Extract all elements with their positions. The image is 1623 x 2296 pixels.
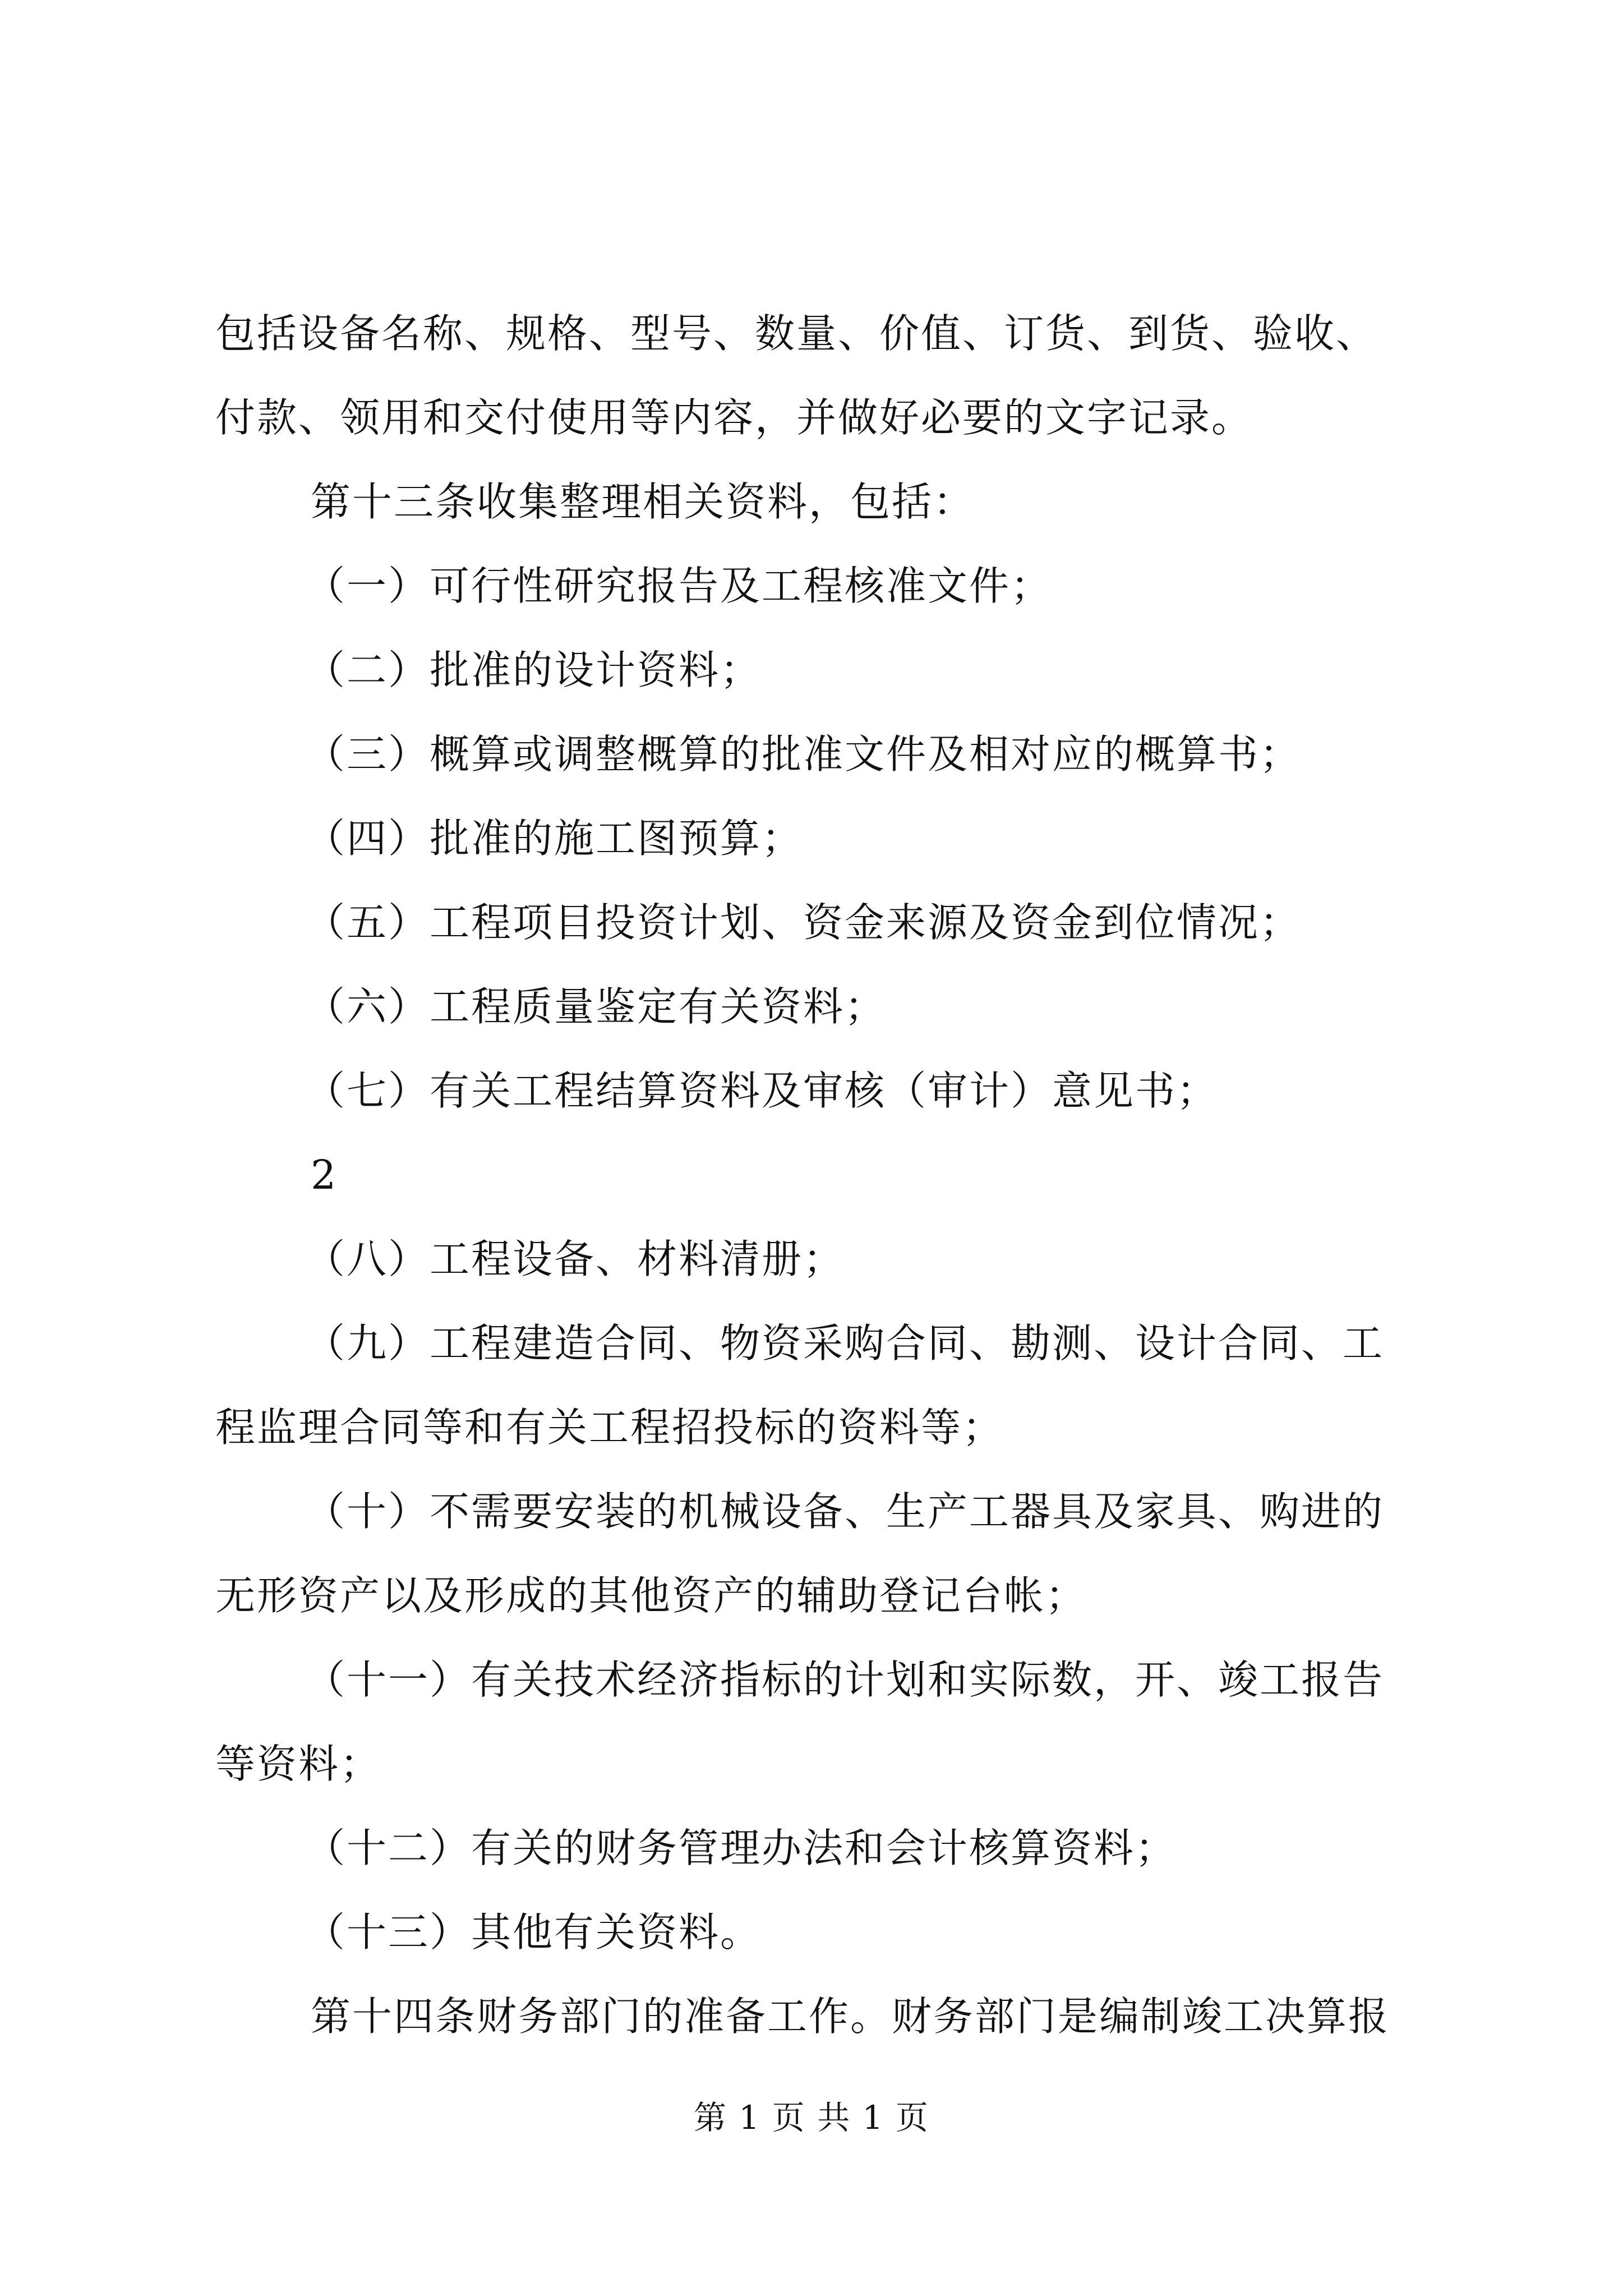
list-item: （九）工程建造合同、物资采购合同、勘测、设计合同、工 xyxy=(305,1320,1385,1366)
list-item-continuation: 程监理合同等和有关工程招投标的资料等； xyxy=(215,1404,1004,1451)
list-item-continuation: 无形资产以及形成的其他资产的辅助登记台帐； xyxy=(215,1572,1087,1619)
list-item: （一）可行性研究报告及工程核准文件； xyxy=(305,563,1053,609)
list-item: （十）不需要安装的机械设备、生产工器具及家具、购进的 xyxy=(305,1488,1385,1535)
inline-page-number: 2 xyxy=(311,1152,338,1198)
article-heading: 第十三条收集整理相关资料，包括： xyxy=(311,478,975,525)
list-item: （七）有关工程结算资料及审核（审计）意见书； xyxy=(305,1068,1219,1114)
list-item: （十三）其他有关资料。 xyxy=(305,1909,762,1955)
list-item: （六）工程质量鉴定有关资料； xyxy=(305,983,887,1030)
list-item: （三）概算或调整概算的批准文件及相对应的概算书； xyxy=(305,731,1302,777)
document-body xyxy=(215,292,1449,2059)
list-item: （八）工程设备、材料清册； xyxy=(305,1236,845,1282)
list-item-continuation: 等资料； xyxy=(215,1741,382,1787)
list-item: （十二）有关的财务管理办法和会计核算资料； xyxy=(305,1825,1177,1871)
list-item: （四）批准的施工图预算； xyxy=(305,815,804,862)
article-heading: 第十四条财务部门的准备工作。财务部门是编制竣工决算报 xyxy=(311,1993,1390,2040)
text-line: 付款、领用和交付使用等内容，并做好必要的文字记录。 xyxy=(215,394,1253,441)
list-item: （五）工程项目投资计划、资金来源及资金到位情况； xyxy=(305,899,1302,946)
text-line: 包括设备名称、规格、型号、数量、价值、订货、到货、验收、 xyxy=(215,310,1378,357)
list-item: （二）批准的设计资料； xyxy=(305,647,762,693)
list-item: （十一）有关技术经济指标的计划和实际数，开、竣工报告 xyxy=(305,1657,1385,1703)
page-footer: 第 1 页 共 1 页 xyxy=(694,2099,929,2137)
